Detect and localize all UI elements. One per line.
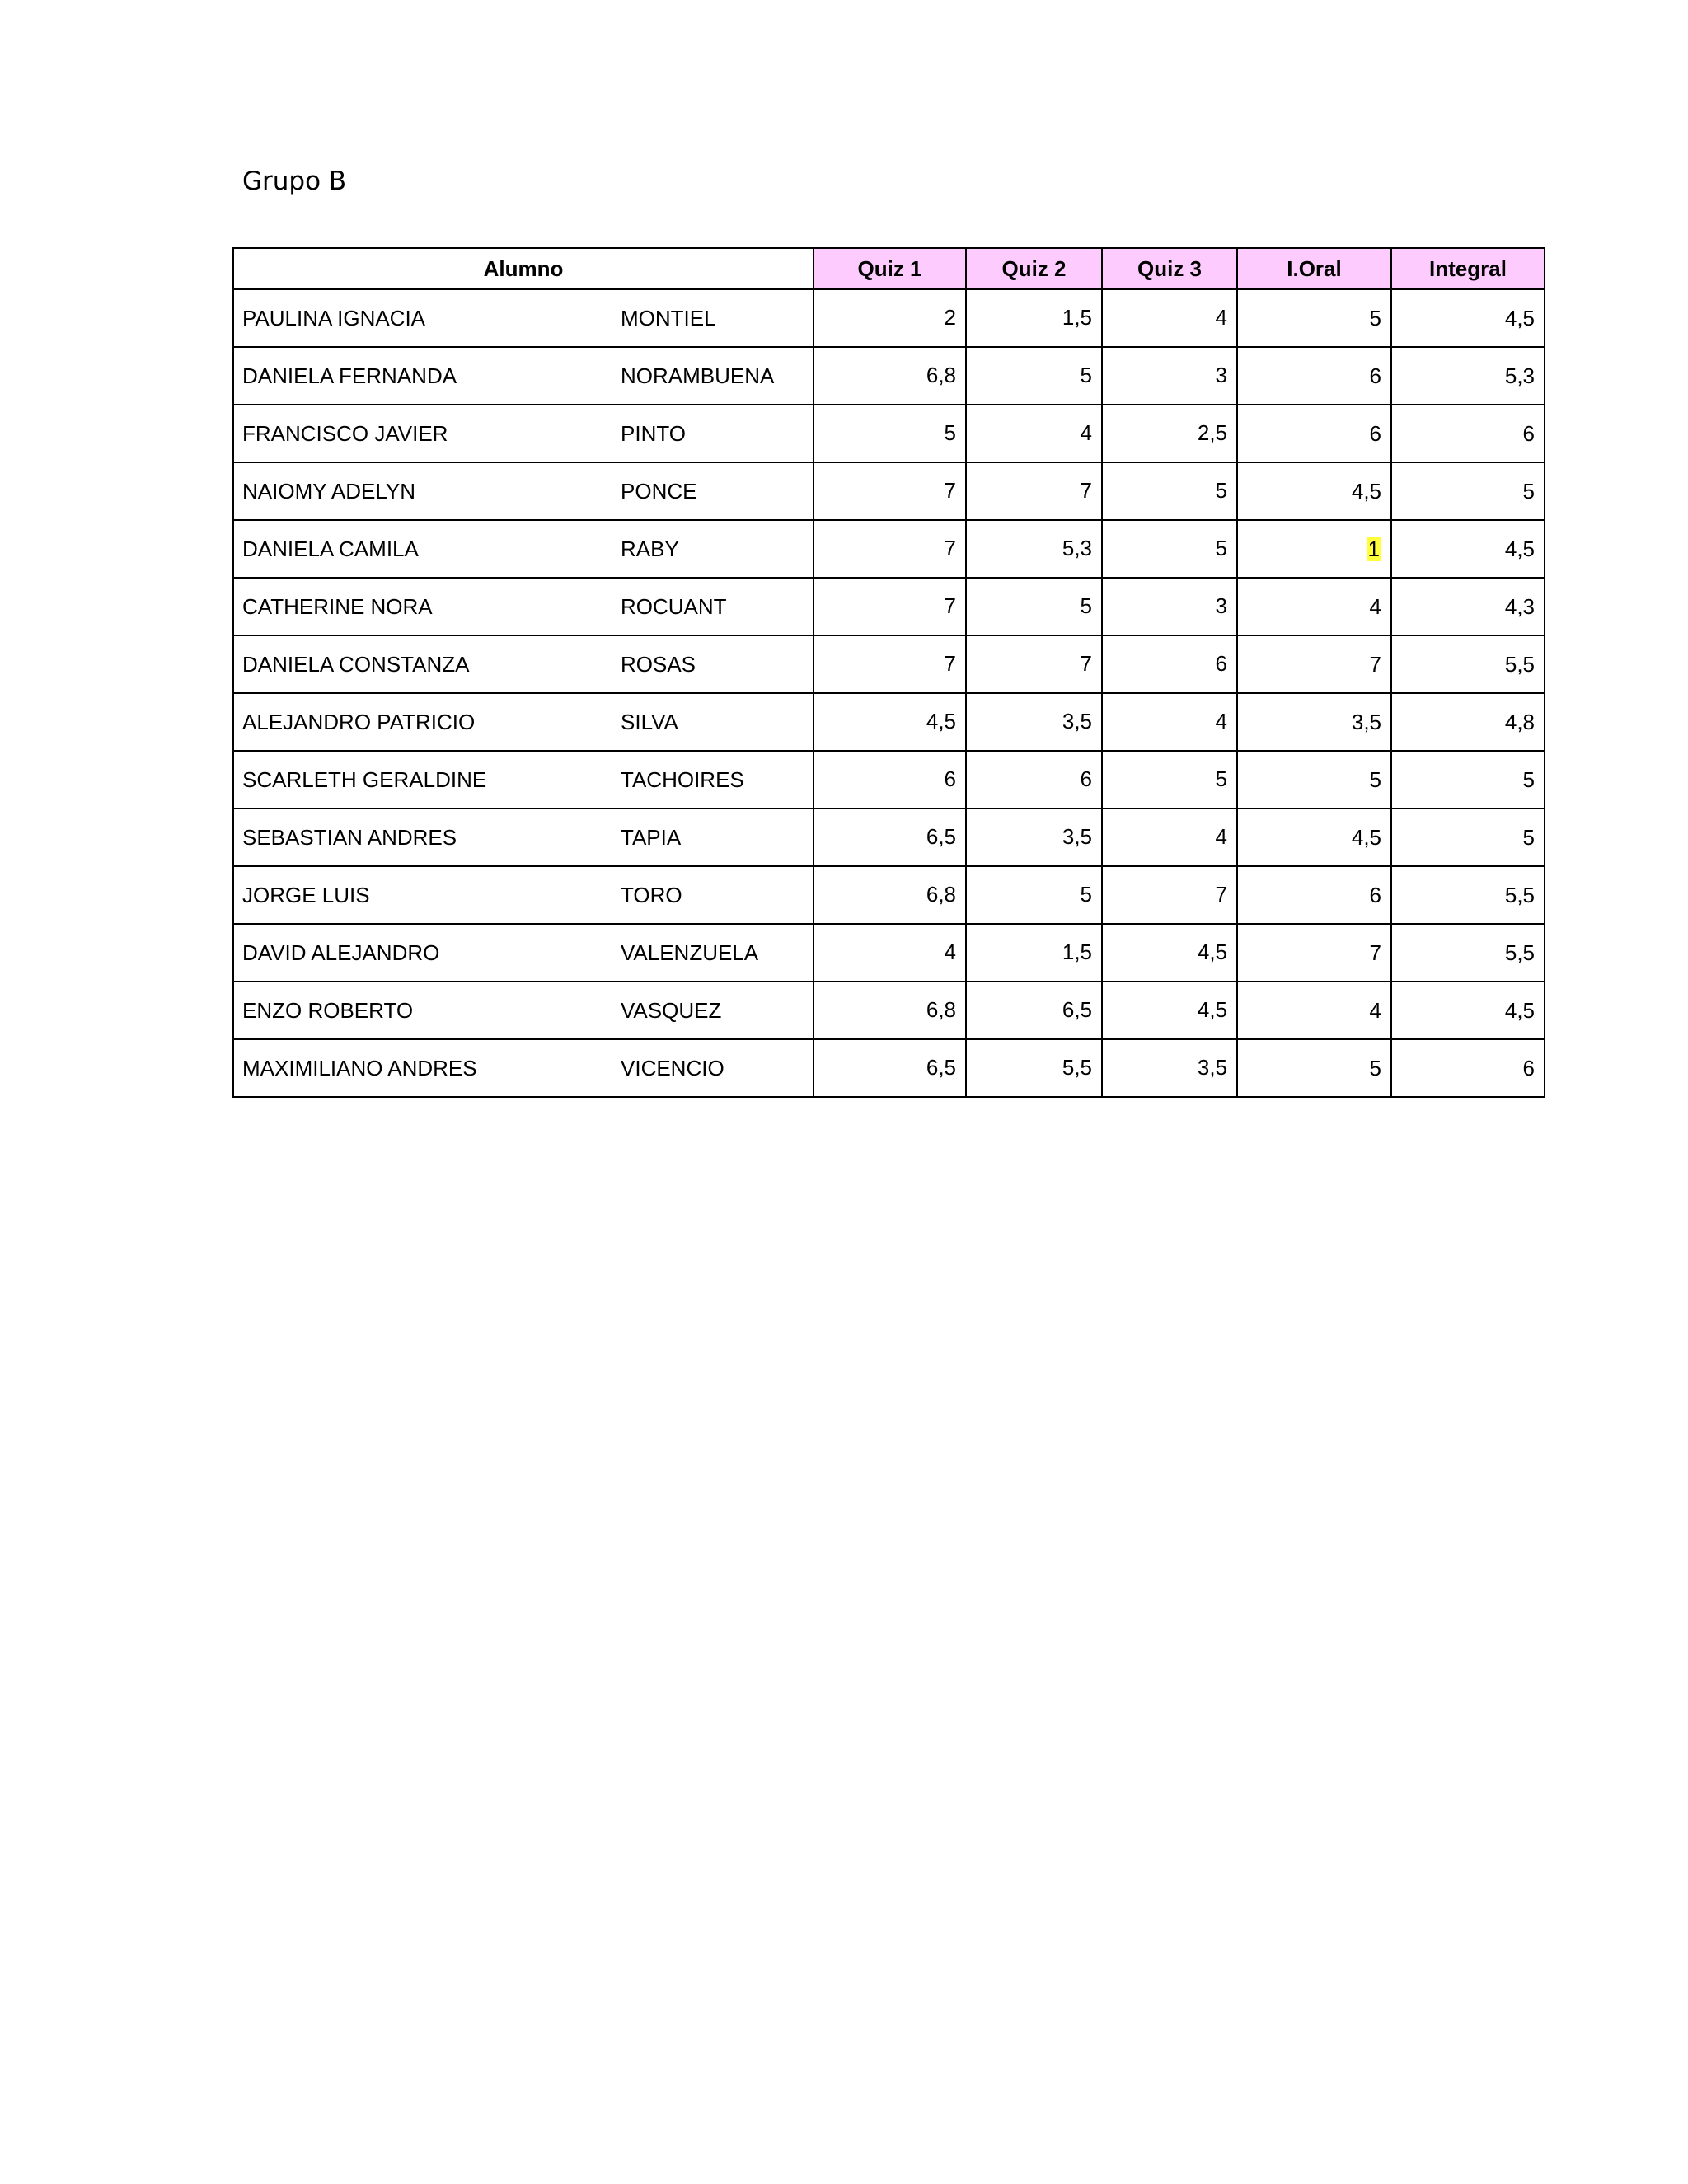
oral-grade: 4 <box>1237 578 1391 635</box>
table-row <box>233 866 1545 924</box>
oral-grade: 7 <box>1237 635 1391 693</box>
quiz1-grade: 7 <box>814 635 966 693</box>
quiz2-grade: 5 <box>966 866 1102 924</box>
quiz1-grade: 7 <box>814 520 966 578</box>
quiz3-grade: 4 <box>1102 693 1237 751</box>
oral-grade: 6 <box>1237 866 1391 924</box>
quiz1-grade: 4,5 <box>814 693 966 751</box>
table-row <box>233 924 1545 982</box>
oral-grade: 6 <box>1237 405 1391 462</box>
table-row <box>233 347 1545 405</box>
student-surname: PINTO <box>621 405 814 462</box>
header-quiz3: Quiz 3 <box>1102 248 1237 289</box>
quiz2-grade: 7 <box>966 462 1102 520</box>
header-oral: I.Oral <box>1237 248 1391 289</box>
quiz1-grade: 6,8 <box>814 347 966 405</box>
student-surname: TACHOIRES <box>621 751 814 808</box>
quiz3-grade: 5 <box>1102 462 1237 520</box>
quiz3-grade: 3 <box>1102 578 1237 635</box>
student-name: ENZO ROBERTO <box>233 982 621 1039</box>
student-name: ALEJANDRO PATRICIO <box>233 693 621 751</box>
student-name: MAXIMILIANO ANDRES <box>233 1039 621 1097</box>
student-surname: ROSAS <box>621 635 814 693</box>
table-row <box>233 462 1545 520</box>
quiz1-grade: 6,5 <box>814 808 966 866</box>
header-row <box>233 248 1545 289</box>
integral-grade: 5 <box>1391 751 1545 808</box>
integral-grade: 5 <box>1391 808 1545 866</box>
oral-grade: 5 <box>1237 1039 1391 1097</box>
quiz3-grade: 3 <box>1102 347 1237 405</box>
student-surname: RABY <box>621 520 814 578</box>
quiz2-grade: 5 <box>966 347 1102 405</box>
table-row <box>233 635 1545 693</box>
quiz2-grade: 1,5 <box>966 289 1102 347</box>
quiz1-grade: 6,8 <box>814 982 966 1039</box>
quiz3-grade: 4,5 <box>1102 982 1237 1039</box>
quiz3-grade: 3,5 <box>1102 1039 1237 1097</box>
oral-grade: 3,5 <box>1237 693 1391 751</box>
oral-grade: 5 <box>1237 289 1391 347</box>
table-row <box>233 578 1545 635</box>
oral-grade: 4,5 <box>1237 462 1391 520</box>
integral-grade: 4,8 <box>1391 693 1545 751</box>
quiz1-grade: 7 <box>814 578 966 635</box>
quiz1-grade: 6,8 <box>814 866 966 924</box>
table-row <box>233 289 1545 347</box>
student-surname: PONCE <box>621 462 814 520</box>
integral-grade: 6 <box>1391 1039 1545 1097</box>
student-name: DANIELA CONSTANZA <box>233 635 621 693</box>
header-alumno: Alumno <box>233 248 814 289</box>
header-integral: Integral <box>1391 248 1545 289</box>
integral-grade: 4,5 <box>1391 982 1545 1039</box>
quiz1-grade: 4 <box>814 924 966 982</box>
quiz2-grade: 3,5 <box>966 808 1102 866</box>
student-name: NAIOMY ADELYN <box>233 462 621 520</box>
quiz3-grade: 5 <box>1102 520 1237 578</box>
oral-grade: 4,5 <box>1237 808 1391 866</box>
oral-grade: 5 <box>1237 751 1391 808</box>
oral-grade: 6 <box>1237 347 1391 405</box>
page-title: Grupo B <box>242 166 347 196</box>
quiz2-grade: 1,5 <box>966 924 1102 982</box>
oral-grade: 4 <box>1237 982 1391 1039</box>
quiz1-grade: 6 <box>814 751 966 808</box>
student-name: FRANCISCO JAVIER <box>233 405 621 462</box>
student-name: DAVID ALEJANDRO <box>233 924 621 982</box>
student-surname: NORAMBUENA <box>621 347 814 405</box>
table-row <box>233 1039 1545 1097</box>
quiz3-grade: 7 <box>1102 866 1237 924</box>
quiz2-grade: 6,5 <box>966 982 1102 1039</box>
table-row <box>233 520 1545 578</box>
student-name: CATHERINE NORA <box>233 578 621 635</box>
student-surname: ROCUANT <box>621 578 814 635</box>
integral-grade: 5,5 <box>1391 866 1545 924</box>
oral-grade <box>1237 520 1391 578</box>
student-name: DANIELA CAMILA <box>233 520 621 578</box>
student-surname: TAPIA <box>621 808 814 866</box>
table-row <box>233 808 1545 866</box>
student-surname: TORO <box>621 866 814 924</box>
quiz1-grade: 6,5 <box>814 1039 966 1097</box>
integral-grade: 5,5 <box>1391 924 1545 982</box>
quiz3-grade: 4,5 <box>1102 924 1237 982</box>
table-row <box>233 751 1545 808</box>
student-surname: VALENZUELA <box>621 924 814 982</box>
quiz2-grade: 4 <box>966 405 1102 462</box>
quiz3-grade: 5 <box>1102 751 1237 808</box>
quiz2-grade: 5,3 <box>966 520 1102 578</box>
student-name: SEBASTIAN ANDRES <box>233 808 621 866</box>
integral-grade: 5,5 <box>1391 635 1545 693</box>
student-surname: MONTIEL <box>621 289 814 347</box>
quiz2-grade: 5 <box>966 578 1102 635</box>
quiz1-grade: 2 <box>814 289 966 347</box>
quiz3-grade: 2,5 <box>1102 405 1237 462</box>
quiz1-grade: 5 <box>814 405 966 462</box>
grades-table <box>232 247 1545 1098</box>
quiz3-grade: 4 <box>1102 289 1237 347</box>
integral-grade: 4,5 <box>1391 520 1545 578</box>
integral-grade: 5,3 <box>1391 347 1545 405</box>
quiz1-grade: 7 <box>814 462 966 520</box>
header-quiz1: Quiz 1 <box>814 248 966 289</box>
quiz3-grade: 6 <box>1102 635 1237 693</box>
quiz2-grade: 5,5 <box>966 1039 1102 1097</box>
quiz2-grade: 7 <box>966 635 1102 693</box>
integral-grade: 6 <box>1391 405 1545 462</box>
table-row <box>233 693 1545 751</box>
student-surname: SILVA <box>621 693 814 751</box>
oral-grade: 7 <box>1237 924 1391 982</box>
integral-grade: 4,3 <box>1391 578 1545 635</box>
student-name: SCARLETH GERALDINE <box>233 751 621 808</box>
student-name: DANIELA FERNANDA <box>233 347 621 405</box>
table-row <box>233 405 1545 462</box>
highlighted-grade: 1 <box>1367 536 1381 561</box>
quiz2-grade: 3,5 <box>966 693 1102 751</box>
table-row <box>233 982 1545 1039</box>
quiz3-grade: 4 <box>1102 808 1237 866</box>
integral-grade: 4,5 <box>1391 289 1545 347</box>
student-surname: VICENCIO <box>621 1039 814 1097</box>
header-quiz2: Quiz 2 <box>966 248 1102 289</box>
student-name: PAULINA IGNACIA <box>233 289 621 347</box>
student-name: JORGE LUIS <box>233 866 621 924</box>
student-surname: VASQUEZ <box>621 982 814 1039</box>
quiz2-grade: 6 <box>966 751 1102 808</box>
integral-grade: 5 <box>1391 462 1545 520</box>
